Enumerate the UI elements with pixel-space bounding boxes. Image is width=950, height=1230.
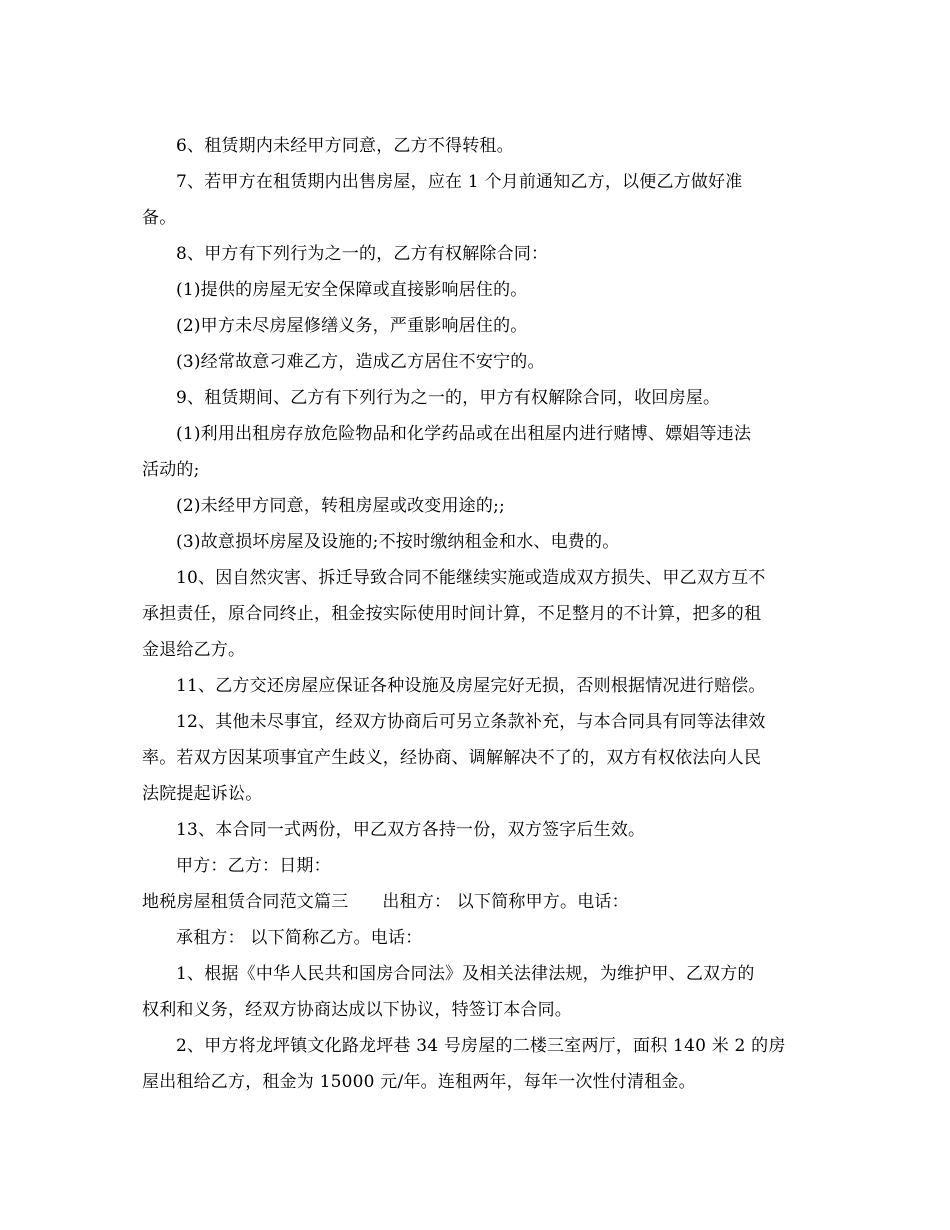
lessor-line: 出租方： 以下简称甲方。电话：: [382, 892, 629, 912]
paragraph-line: (2)甲方未尽房屋修缮义务，严重影响居住的。: [176, 316, 528, 336]
paragraph-line: 率。若双方因某项事宜产生歧义，经协商、调解解决不了的，双方有权依法向人民: [142, 748, 762, 768]
paragraph-line: 9、租赁期间、乙方有下列行为之一的，甲方有权解除合同，收回房屋。: [176, 388, 721, 408]
section-title: 地税房屋租赁合同范文篇三: [142, 892, 349, 912]
paragraph-line: 12、其他未尽事宜，经双方协商后可另立条款补充，与本合同具有同等法律效: [176, 712, 766, 732]
paragraph-line: 承担责任，原合同终止，租金按实际使用时间计算，不足整月的不计算，把多的租: [142, 604, 762, 624]
paragraph-line: (3)经常故意刁难乙方，造成乙方居住不安宁的。: [176, 352, 545, 372]
paragraph-line: 8、甲方有下列行为之一的，乙方有权解除合同：: [176, 244, 549, 264]
paragraph-line: (1)提供的房屋无安全保障或直接影响居住的。: [176, 280, 528, 300]
paragraph-line: (2)未经甲方同意，转租房屋或改变用途的;;: [176, 496, 505, 516]
paragraph-line: 2、甲方将龙坪镇文化路龙坪巷 34 号房屋的二楼三室两厅，面积 140 米 2 的房: [176, 1036, 786, 1056]
paragraph-line: 7、若甲方在租赁期内出售房屋，应在 1 个月前通知乙方，以便乙方做好准: [176, 172, 743, 192]
paragraph-line: 10、因自然灾害、拆迁导致合同不能继续实施或造成双方损失、甲乙双方互不: [176, 568, 766, 588]
paragraph-line: 屋出租给乙方，租金为 15000 元/年。连租两年，每年一次性付清租金。: [142, 1072, 696, 1092]
paragraph-line: 法院提起诉讼。: [142, 784, 263, 804]
paragraph-line: 11、乙方交还房屋应保证各种设施及房屋完好无损，否则根据情况进行赔偿。: [176, 676, 766, 696]
paragraph-line: 备。: [142, 208, 177, 228]
signature-line: 甲方：乙方：日期：: [176, 856, 331, 876]
paragraph-line: (3)故意损坏房屋及设施的;不按时缴纳租金和水、电费的。: [176, 532, 620, 552]
paragraph-line: 13、本合同一式两份，甲乙双方各持一份，双方签字后生效。: [176, 820, 646, 840]
paragraph-line: 权利和义务，经双方协商达成以下协议，特签订本合同。: [142, 1000, 572, 1020]
paragraph-line: (1)利用出租房存放危险物品和化学药品或在出租屋内进行赌博、嫖娼等违法: [176, 424, 752, 444]
document-body: [142, 128, 822, 1100]
paragraph-line: 金退给乙方。: [142, 640, 246, 660]
paragraph-line: 1、根据《中华人民共和国房合同法》及相关法律法规，为维护甲、乙双方的: [176, 964, 755, 984]
paragraph-line: 活动的;: [142, 460, 200, 480]
paragraph-line: 6、租赁期内未经甲方同意，乙方不得转租。: [176, 136, 514, 156]
section-heading-line: [142, 884, 822, 920]
lessee-line: 承租方： 以下简称乙方。电话：: [176, 928, 423, 948]
